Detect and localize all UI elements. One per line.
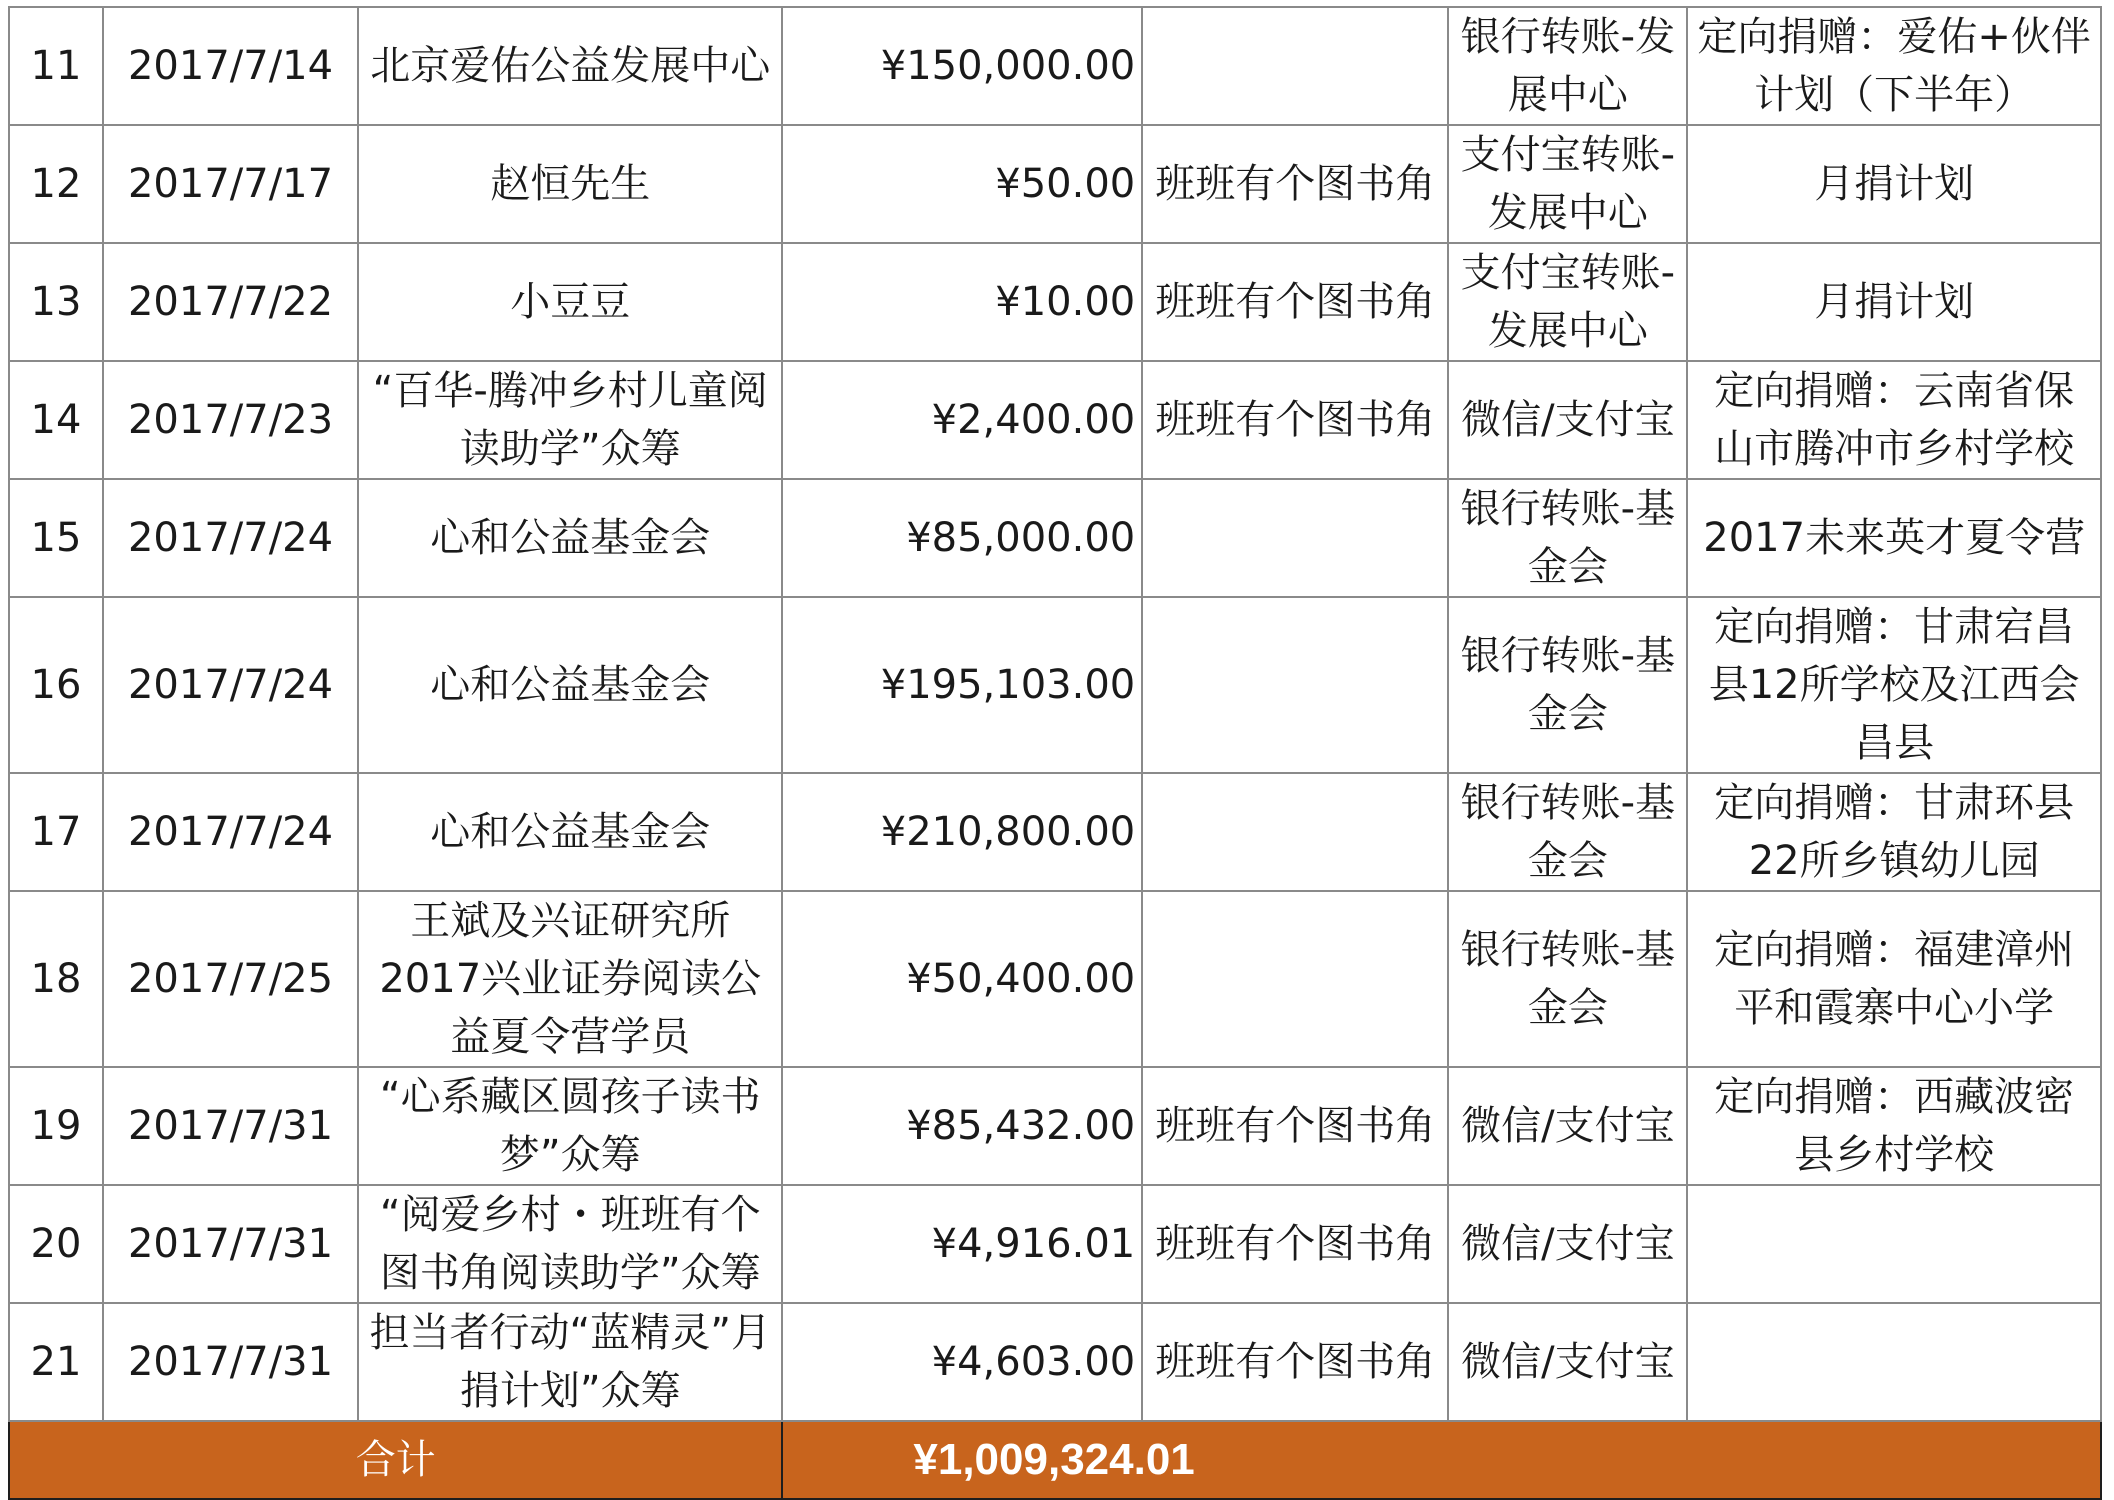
row-date: 2017/7/31 bbox=[103, 1303, 358, 1421]
table-row bbox=[9, 479, 2101, 597]
row-note: 定向捐赠：甘肃环县22所乡镇幼儿园 bbox=[1687, 773, 2101, 891]
table-row bbox=[9, 361, 2101, 479]
row-donor: 小豆豆 bbox=[358, 243, 782, 361]
table-row bbox=[9, 7, 2101, 125]
row-donor: 担当者行动“蓝精灵”月捐计划”众筹 bbox=[358, 1303, 782, 1421]
table-row bbox=[9, 1067, 2101, 1185]
row-project: 班班有个图书角 bbox=[1142, 1303, 1448, 1421]
row-note: 定向捐赠：甘肃宕昌县12所学校及江西会昌县 bbox=[1687, 597, 2101, 773]
row-date: 2017/7/14 bbox=[103, 7, 358, 125]
row-number: 19 bbox=[9, 1067, 103, 1185]
row-date: 2017/7/25 bbox=[103, 891, 358, 1067]
row-note: 2017未来英才夏令营 bbox=[1687, 479, 2101, 597]
row-date: 2017/7/31 bbox=[103, 1185, 358, 1303]
row-channel: 银行转账-基金会 bbox=[1448, 891, 1687, 1067]
row-amount: ¥4,916.01 bbox=[782, 1185, 1142, 1303]
row-note: 月捐计划 bbox=[1687, 125, 2101, 243]
row-amount: ¥210,800.00 bbox=[782, 773, 1142, 891]
row-number: 12 bbox=[9, 125, 103, 243]
row-note: 定向捐赠：云南省保山市腾冲市乡村学校 bbox=[1687, 361, 2101, 479]
row-amount: ¥50.00 bbox=[782, 125, 1142, 243]
row-date: 2017/7/31 bbox=[103, 1067, 358, 1185]
row-project: 班班有个图书角 bbox=[1142, 1067, 1448, 1185]
row-amount: ¥85,000.00 bbox=[782, 479, 1142, 597]
row-project: 班班有个图书角 bbox=[1142, 243, 1448, 361]
row-channel: 微信/支付宝 bbox=[1448, 1303, 1687, 1421]
total-label: 合计 bbox=[9, 1421, 782, 1499]
row-channel: 银行转账-基金会 bbox=[1448, 773, 1687, 891]
row-donor: 赵恒先生 bbox=[358, 125, 782, 243]
row-channel: 微信/支付宝 bbox=[1448, 1185, 1687, 1303]
table-row bbox=[9, 1303, 2101, 1421]
row-number: 13 bbox=[9, 243, 103, 361]
row-amount: ¥195,103.00 bbox=[782, 597, 1142, 773]
row-number: 18 bbox=[9, 891, 103, 1067]
row-date: 2017/7/24 bbox=[103, 597, 358, 773]
row-note: 定向捐赠：西藏波密县乡村学校 bbox=[1687, 1067, 2101, 1185]
table-row bbox=[9, 1185, 2101, 1303]
row-project bbox=[1142, 479, 1448, 597]
row-donor: “心系藏区圆孩子读书梦”众筹 bbox=[358, 1067, 782, 1185]
row-date: 2017/7/24 bbox=[103, 773, 358, 891]
row-number: 17 bbox=[9, 773, 103, 891]
row-note bbox=[1687, 1185, 2101, 1303]
row-channel: 银行转账-发展中心 bbox=[1448, 7, 1687, 125]
row-channel: 银行转账-基金会 bbox=[1448, 597, 1687, 773]
row-channel: 微信/支付宝 bbox=[1448, 361, 1687, 479]
row-number: 21 bbox=[9, 1303, 103, 1421]
row-note: 定向捐赠：福建漳州平和霞寨中心小学 bbox=[1687, 891, 2101, 1067]
row-note: 定向捐赠：爱佑+伙伴计划（下半年） bbox=[1687, 7, 2101, 125]
row-amount: ¥50,400.00 bbox=[782, 891, 1142, 1067]
row-project bbox=[1142, 891, 1448, 1067]
row-donor: 心和公益基金会 bbox=[358, 479, 782, 597]
row-donor: 王斌及兴证研究所2017兴业证券阅读公益夏令营学员 bbox=[358, 891, 782, 1067]
row-date: 2017/7/24 bbox=[103, 479, 358, 597]
row-project: 班班有个图书角 bbox=[1142, 1185, 1448, 1303]
row-channel: 支付宝转账-发展中心 bbox=[1448, 243, 1687, 361]
table-row bbox=[9, 891, 2101, 1067]
row-note bbox=[1687, 1303, 2101, 1421]
row-donor: 心和公益基金会 bbox=[358, 597, 782, 773]
total-amount: ¥1,009,324.01 bbox=[782, 1421, 2101, 1499]
row-number: 11 bbox=[9, 7, 103, 125]
donation-table bbox=[8, 6, 2102, 1500]
row-amount: ¥4,603.00 bbox=[782, 1303, 1142, 1421]
row-donor: 心和公益基金会 bbox=[358, 773, 782, 891]
row-date: 2017/7/23 bbox=[103, 361, 358, 479]
table-row bbox=[9, 125, 2101, 243]
row-number: 15 bbox=[9, 479, 103, 597]
row-number: 14 bbox=[9, 361, 103, 479]
row-amount: ¥10.00 bbox=[782, 243, 1142, 361]
row-number: 20 bbox=[9, 1185, 103, 1303]
row-project: 班班有个图书角 bbox=[1142, 125, 1448, 243]
table-body bbox=[9, 7, 2101, 1499]
row-amount: ¥150,000.00 bbox=[782, 7, 1142, 125]
row-amount: ¥2,400.00 bbox=[782, 361, 1142, 479]
row-project: 班班有个图书角 bbox=[1142, 361, 1448, 479]
row-date: 2017/7/22 bbox=[103, 243, 358, 361]
row-note: 月捐计划 bbox=[1687, 243, 2101, 361]
table-row bbox=[9, 243, 2101, 361]
table-row bbox=[9, 773, 2101, 891]
row-date: 2017/7/17 bbox=[103, 125, 358, 243]
table-row bbox=[9, 597, 2101, 773]
row-project bbox=[1142, 7, 1448, 125]
row-project bbox=[1142, 773, 1448, 891]
row-donor: 北京爱佑公益发展中心 bbox=[358, 7, 782, 125]
row-project bbox=[1142, 597, 1448, 773]
row-donor: “阅爱乡村・班班有个图书角阅读助学”众筹 bbox=[358, 1185, 782, 1303]
row-channel: 微信/支付宝 bbox=[1448, 1067, 1687, 1185]
row-donor: “百华-腾冲乡村儿童阅读助学”众筹 bbox=[358, 361, 782, 479]
total-row bbox=[9, 1421, 2101, 1499]
row-channel: 支付宝转账-发展中心 bbox=[1448, 125, 1687, 243]
row-amount: ¥85,432.00 bbox=[782, 1067, 1142, 1185]
row-number: 16 bbox=[9, 597, 103, 773]
row-channel: 银行转账-基金会 bbox=[1448, 479, 1687, 597]
